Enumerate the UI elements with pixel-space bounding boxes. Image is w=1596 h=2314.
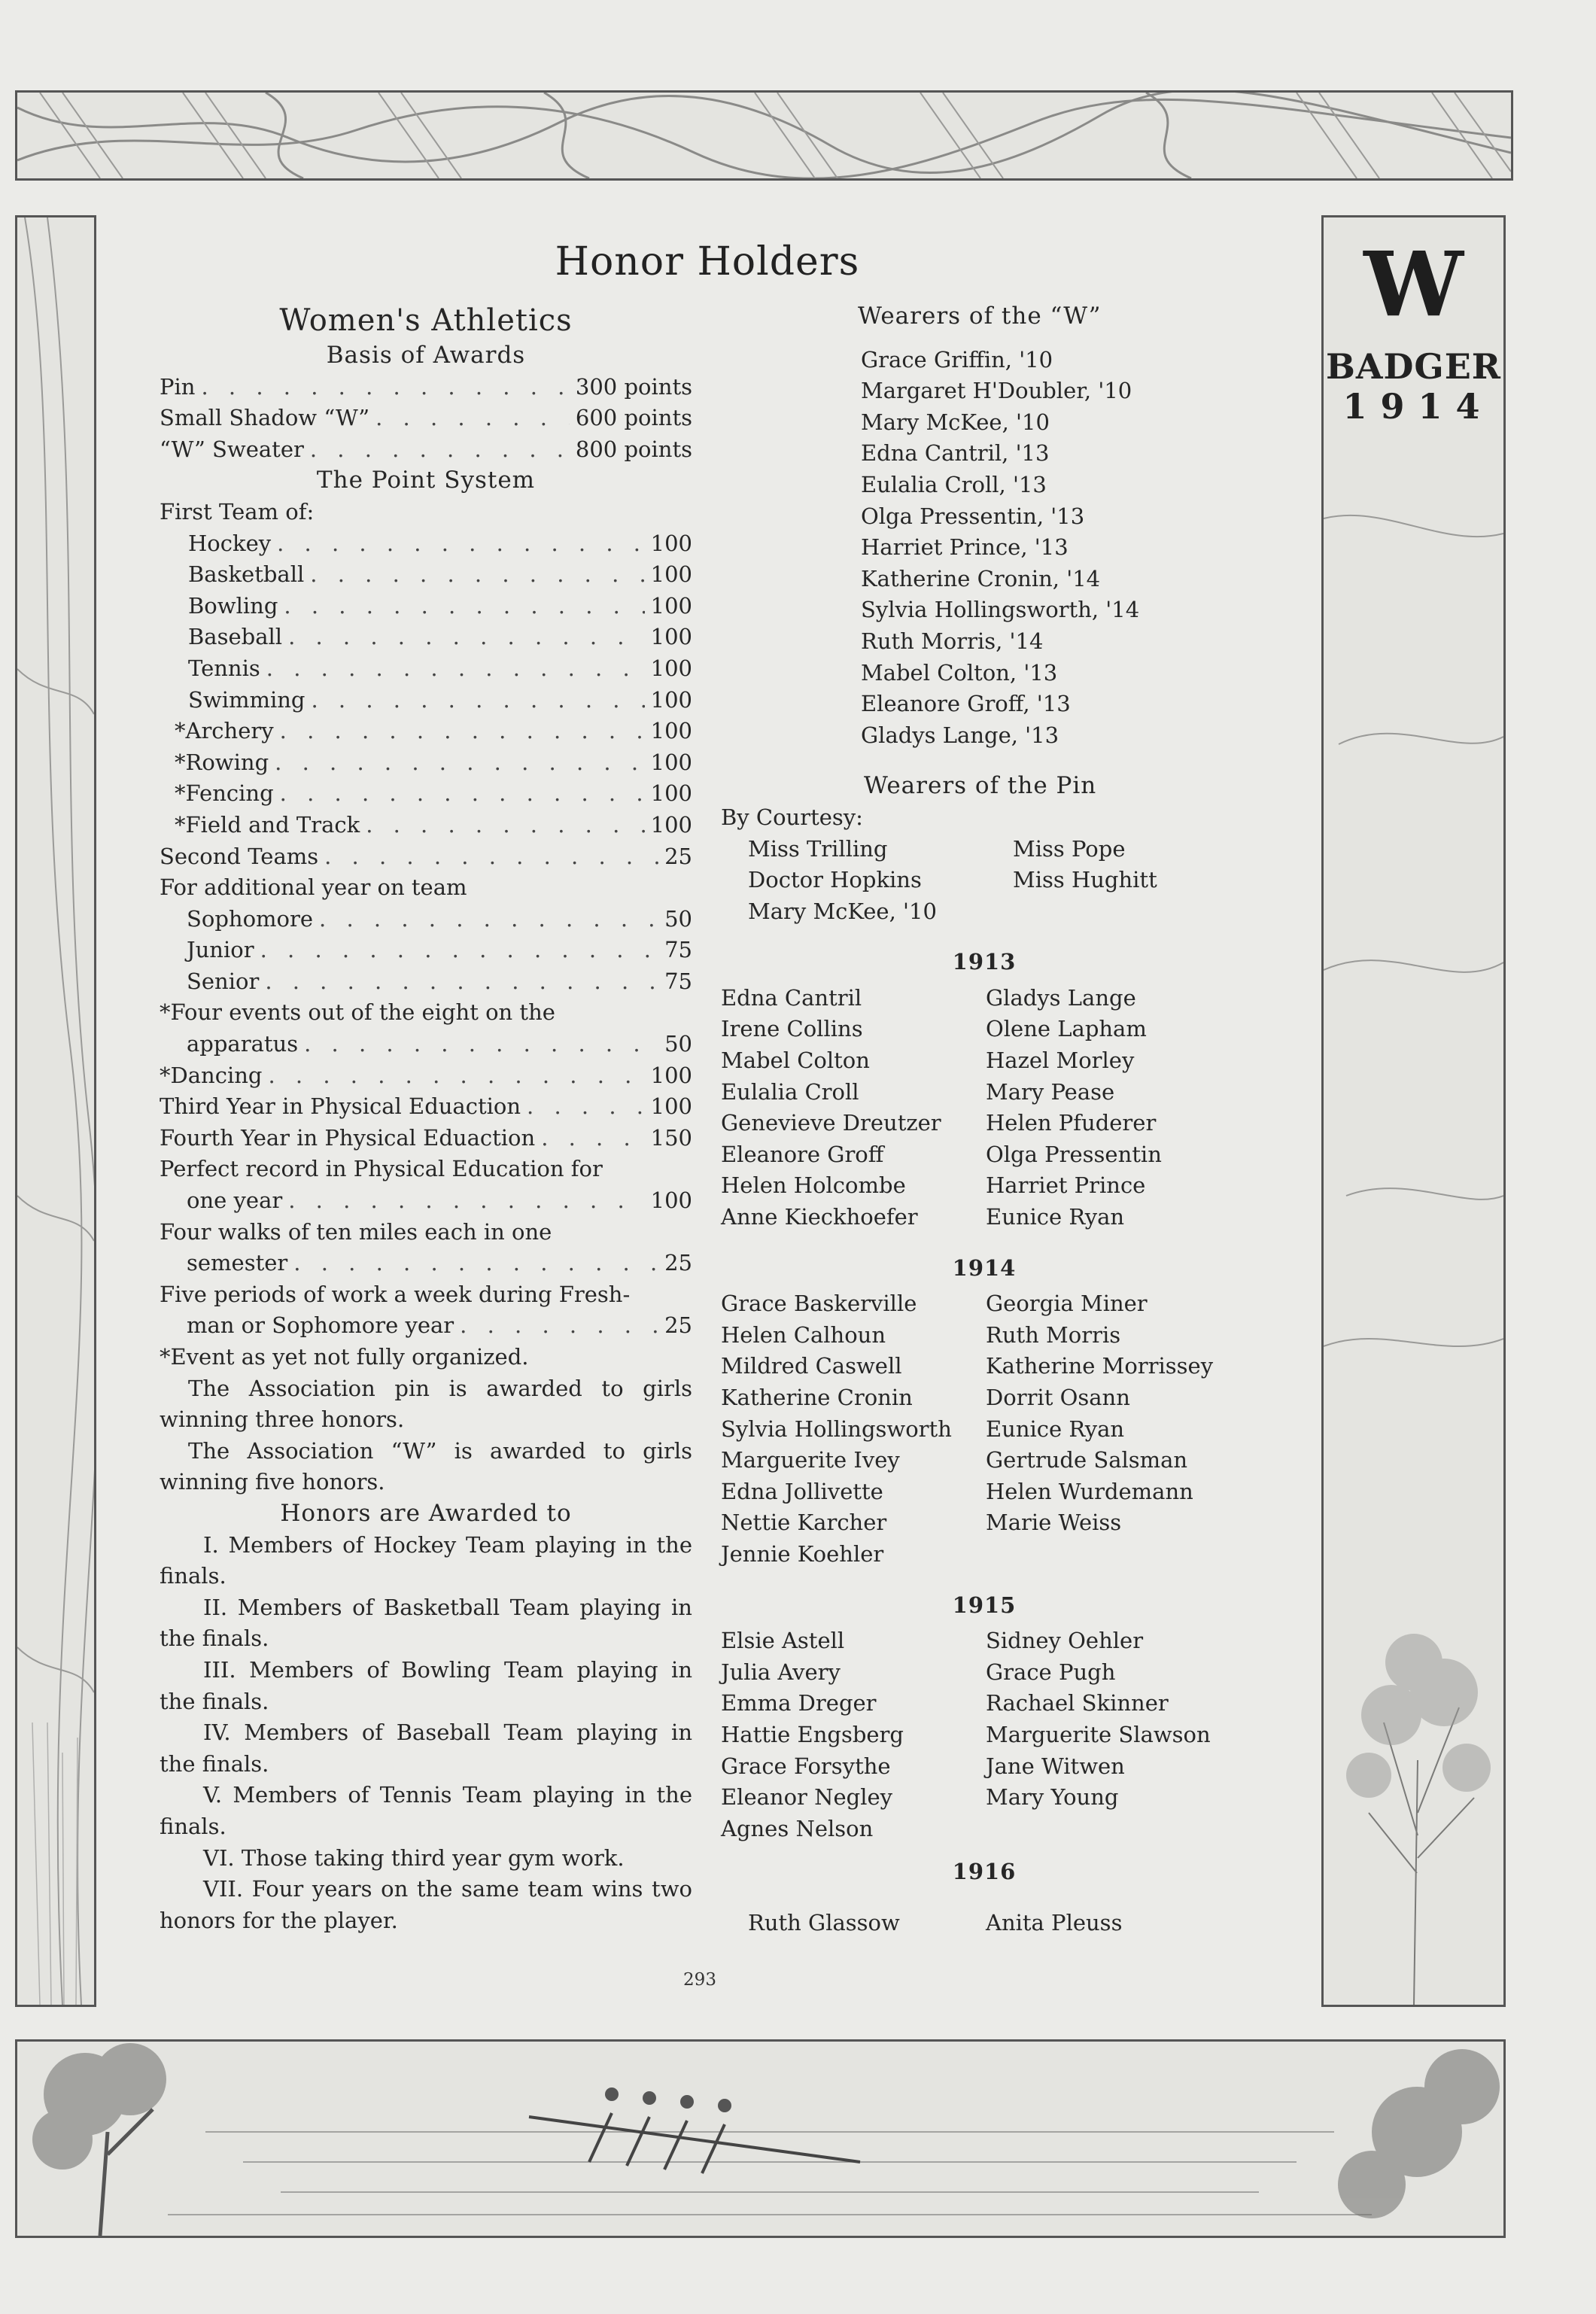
member-name: Nettie Karcher [721, 1510, 887, 1536]
member-name: Mildred Caswell [721, 1353, 902, 1379]
points-row-baseball [160, 622, 692, 653]
perfect-record-line: Perfect record in Physical Education for [160, 1156, 603, 1182]
w-wearer: Gladys Lange, '13 [861, 722, 1059, 748]
points-value: 100 [650, 624, 692, 650]
member-name: Mary Young [986, 1784, 1119, 1811]
points-value: 100 [650, 1062, 692, 1088]
w-wearer: Edna Cantril, '13 [861, 440, 1050, 467]
member-name: Eunice Ryan [986, 1204, 1125, 1230]
points-label: *Fencing [175, 780, 274, 807]
points-label: *Rowing [175, 749, 269, 775]
member-name: Julia Avery [721, 1659, 841, 1685]
member-name: Sylvia Hollingsworth [721, 1415, 952, 1442]
member-name: Grace Baskerville [721, 1291, 917, 1317]
class-row [721, 1908, 1263, 1939]
member-name: Eleanore Groff [721, 1141, 884, 1167]
member-name: Edna Jollivette [721, 1478, 883, 1504]
member-name: Harriet Prince [986, 1172, 1146, 1199]
courtesy-row [748, 865, 1263, 896]
points-value: 50 [664, 1031, 692, 1057]
first-team-label: First Team of: [160, 498, 315, 525]
member-name: Jennie Koehler [721, 1540, 884, 1567]
courtesy-name: Miss Pope [1013, 835, 1126, 862]
points-value: 50 [664, 905, 692, 932]
points-value: 100 [650, 718, 692, 744]
rowing-scene-graphic [17, 2042, 1503, 2236]
courtesy-name: Miss Hughitt [1013, 867, 1157, 893]
member-name: Gertrude Salsman [986, 1447, 1188, 1473]
member-name: Genevieve Dreutzer [721, 1110, 941, 1136]
member-name: Anita Pleuss [986, 1909, 1123, 1935]
points-label: *Archery [175, 718, 274, 744]
points-value: 100 [650, 811, 692, 838]
class-row [721, 1814, 1263, 1845]
additional-year-label: For additional year on team [160, 874, 467, 901]
wearers-of-w-heading: Wearers of the “W” [858, 303, 1102, 330]
basis-row-pin [160, 372, 692, 403]
points-row-dancing [160, 1060, 692, 1092]
points-label: one year [187, 1187, 283, 1214]
class-row [721, 1139, 1263, 1171]
left-decorative-strip [15, 215, 96, 2007]
page-title: Honor Holders [555, 239, 860, 284]
basis-label: Small Shadow “W” [160, 405, 370, 431]
right-decorative-strip [1321, 215, 1506, 2007]
class-row [721, 1751, 1263, 1783]
points-label: Tennis [188, 655, 260, 681]
points-value: 100 [650, 530, 692, 556]
class-1916-list [721, 1908, 1263, 1939]
w-wearer: Ruth Morris, '14 [861, 628, 1044, 654]
points-label: apparatus [187, 1031, 299, 1057]
member-name: Helen Pfuderer [986, 1110, 1157, 1136]
honor-item: VII. Four years on the same team wins two honors for the player. [160, 1876, 692, 1933]
basis-value: 300 points [575, 373, 692, 400]
w-wearer: Katherine Cronin, '14 [861, 565, 1101, 591]
class-row [721, 1720, 1263, 1751]
footnote: *Event as yet not fully organized. [160, 1344, 529, 1370]
class-row [721, 1045, 1263, 1077]
points-label: Swimming [188, 686, 306, 713]
points-label: Junior [187, 937, 254, 963]
member-name: Agnes Nelson [721, 1815, 874, 1841]
points-label: man or Sophomore year [187, 1312, 454, 1339]
class-row [721, 1288, 1263, 1320]
member-name: Eulalia Croll [721, 1078, 859, 1105]
courtesy-row [748, 834, 1263, 865]
member-name: Georgia Miner [986, 1291, 1148, 1317]
points-row-field-and-track [160, 810, 692, 841]
wearers-column [721, 301, 1263, 1939]
basis-label: Pin [160, 373, 196, 400]
points-value: 150 [650, 1124, 692, 1151]
class-row [721, 1414, 1263, 1446]
points-row-periods [160, 1310, 692, 1342]
wearers-of-pin-heading: Wearers of the Pin [864, 772, 1097, 800]
courtesy-name: Miss Trilling [748, 835, 888, 862]
courtesy-name: Mary McKee, '10 [748, 898, 937, 924]
points-row-archery [160, 716, 692, 747]
w-wearer: Eleanore Groff, '13 [861, 691, 1071, 717]
basis-label: “W” Sweater [160, 436, 304, 462]
basis-of-awards-heading: Basis of Awards [326, 342, 526, 369]
points-row-apparatus [160, 1029, 692, 1060]
member-name: Emma Dreger [721, 1690, 877, 1716]
class-row [721, 983, 1263, 1014]
member-name: Olga Pressentin [986, 1141, 1162, 1167]
points-value: 25 [664, 1250, 692, 1276]
member-name: Marguerite Slawson [986, 1721, 1211, 1747]
points-label: Hockey [188, 530, 272, 556]
points-value: 75 [664, 968, 692, 994]
honor-item: VI. Those taking third year gym work. [203, 1844, 625, 1871]
left-strip-pattern-graphic [17, 217, 94, 2005]
member-name: Helen Holcombe [721, 1172, 906, 1199]
class-year-heading: 1915 [952, 1592, 1017, 1618]
walks-line: Four walks of ten miles each in one [160, 1218, 552, 1245]
points-value: 25 [664, 843, 692, 869]
member-name: Elsie Astell [721, 1628, 845, 1654]
points-row-sophomore [160, 904, 692, 935]
w-wearer: Olga Pressentin, '13 [861, 503, 1085, 529]
points-label: Second Teams [160, 843, 319, 869]
badger-year: 1914 [1342, 386, 1494, 427]
class-row [721, 1476, 1263, 1508]
points-value: 75 [664, 937, 692, 963]
points-row-walks [160, 1248, 692, 1279]
womens-athletics-column [160, 301, 692, 1936]
class-row [721, 1351, 1263, 1382]
page-number: 293 [683, 1970, 716, 1990]
w-wearer: Mary McKee, '10 [861, 409, 1050, 435]
point-system-heading: The Point System [316, 467, 536, 494]
member-name: Grace Pugh [986, 1659, 1116, 1685]
points-label: *Dancing [160, 1062, 263, 1088]
points-row-junior [160, 935, 692, 966]
class-row [721, 1014, 1263, 1045]
class-row [721, 1320, 1263, 1352]
points-row-tennis [160, 653, 692, 685]
periods-line: Five periods of work a week during Fresh- [160, 1281, 631, 1307]
class-row [721, 1625, 1263, 1657]
class-year-heading: 1913 [952, 949, 1017, 975]
honor-item: II. Members of Basketball Team playing in the finals. [160, 1594, 692, 1652]
points-label: Baseball [188, 624, 283, 650]
member-name: Sidney Oehler [986, 1628, 1144, 1654]
points-row-fourth-year [160, 1123, 692, 1154]
points-row-bowling [160, 591, 692, 622]
class-row [721, 1170, 1263, 1202]
points-label: *Field and Track [175, 811, 360, 838]
class-1914-list [721, 1288, 1263, 1570]
points-value: 100 [650, 561, 692, 588]
points-value: 100 [650, 1187, 692, 1214]
member-name: Hazel Morley [986, 1048, 1135, 1074]
member-name: Marie Weiss [986, 1510, 1122, 1536]
points-value: 100 [650, 592, 692, 619]
member-name: Mary Pease [986, 1078, 1115, 1105]
class-row [721, 1688, 1263, 1720]
points-value: 100 [650, 655, 692, 681]
w-wearer: Eulalia Croll, '13 [861, 471, 1047, 497]
class-1913-list [721, 983, 1263, 1233]
points-label: semester [187, 1250, 288, 1276]
bottom-rowing-illustration [15, 2039, 1506, 2238]
member-name: Irene Collins [721, 1016, 863, 1042]
w-wearer: Grace Griffin, '10 [861, 346, 1053, 372]
class-row [721, 1202, 1263, 1233]
member-name: Jane Witwen [986, 1753, 1125, 1779]
class-row [721, 1539, 1263, 1571]
w-wearers-list [721, 345, 1263, 752]
points-row-senior [160, 966, 692, 998]
points-value: 100 [650, 1093, 692, 1120]
class-row [721, 1782, 1263, 1814]
points-row-third-year [160, 1091, 692, 1123]
points-value: 100 [650, 749, 692, 775]
member-name: Olene Lapham [986, 1016, 1147, 1042]
class-row [721, 1382, 1263, 1414]
member-name: Helen Wurdemann [986, 1478, 1193, 1504]
honor-item: III. Members of Bowling Team playing in the finals. [160, 1656, 692, 1714]
banner-pattern-graphic [17, 93, 1511, 178]
points-value: 100 [650, 686, 692, 713]
honor-item: IV. Members of Baseball Team playing in the finals. [160, 1720, 692, 1777]
section-heading-womens-athletics: Women's Athletics [279, 303, 573, 338]
honor-item: I. Members of Hockey Team playing in the finals. [160, 1531, 692, 1589]
class-row [721, 1077, 1263, 1108]
class-year-heading: 1914 [952, 1254, 1017, 1281]
member-name: Eunice Ryan [986, 1415, 1125, 1442]
points-row-swimming [160, 685, 692, 716]
member-name: Katherine Morrissey [986, 1353, 1214, 1379]
points-label: Senior [187, 968, 260, 994]
member-name: Helen Calhoun [721, 1321, 886, 1348]
member-name: Ruth Morris [986, 1321, 1121, 1348]
apparatus-line: *Four events out of the eight on the [160, 999, 555, 1026]
honors-heading: Honors are Awarded to [280, 1499, 572, 1527]
badger-label: BADGER [1325, 346, 1502, 387]
w-award-note: The Association “W” is awarded to girls winning five honors. [160, 1437, 692, 1495]
basis-row-w-sweater [160, 434, 692, 466]
courtesy-row [748, 896, 1263, 928]
points-row-perfect-record [160, 1185, 692, 1217]
points-row-rowing [160, 747, 692, 779]
w-wearer: Margaret H'Doubler, '10 [861, 378, 1132, 404]
badger-w-letter: W [1363, 232, 1464, 336]
member-name: Rachael Skinner [986, 1690, 1169, 1716]
points-row-basketball [160, 559, 692, 591]
points-label: Bowling [188, 592, 278, 619]
class-row [721, 1108, 1263, 1139]
class-row [721, 1657, 1263, 1689]
points-label: Fourth Year in Physical Eduaction [160, 1124, 536, 1151]
member-name: Gladys Lange [986, 984, 1136, 1011]
class-row [721, 1507, 1263, 1539]
w-wearer: Mabel Colton, '13 [861, 659, 1058, 686]
points-row-second-teams [160, 841, 692, 873]
member-name: Grace Forsythe [721, 1753, 891, 1779]
member-name: Eleanor Negley [721, 1784, 893, 1811]
top-decorative-banner [15, 90, 1513, 181]
w-wearer: Harriet Prince, '13 [861, 534, 1069, 561]
courtesy-name: Doctor Hopkins [748, 867, 922, 893]
class-year-heading: 1916 [952, 1859, 1017, 1885]
member-name: Hattie Engsberg [721, 1721, 904, 1747]
member-name: Mabel Colton [721, 1048, 870, 1074]
basis-value: 600 points [575, 405, 692, 431]
points-row-fencing [160, 778, 692, 810]
points-row-hockey [160, 528, 692, 560]
member-name: Dorrit Osann [986, 1385, 1130, 1410]
class-row [721, 1445, 1263, 1476]
basis-value: 800 points [575, 436, 692, 462]
honor-item: V. Members of Tennis Team playing in the finals. [160, 1782, 692, 1839]
right-strip-pattern-graphic [1324, 217, 1503, 2005]
points-value: 100 [650, 780, 692, 807]
by-courtesy-label: By Courtesy: [721, 804, 863, 830]
basis-row-small-shadow-w [160, 403, 692, 434]
pin-award-note: The Association pin is awarded to girls winning three honors. [160, 1375, 692, 1433]
courtesy-list [721, 834, 1263, 928]
points-label: Sophomore [187, 905, 314, 932]
member-name: Anne Kieckhoefer [721, 1204, 918, 1230]
member-name: Edna Cantril [721, 984, 862, 1011]
class-1915-list [721, 1625, 1263, 1844]
points-value: 25 [664, 1312, 692, 1339]
member-name: Marguerite Ivey [721, 1447, 900, 1473]
member-name: Ruth Glassow [748, 1909, 900, 1935]
member-name: Katherine Cronin [721, 1385, 913, 1410]
points-label: Basketball [188, 561, 305, 588]
points-label: Third Year in Physical Eduaction [160, 1093, 521, 1120]
w-wearer: Sylvia Hollingsworth, '14 [861, 597, 1140, 623]
